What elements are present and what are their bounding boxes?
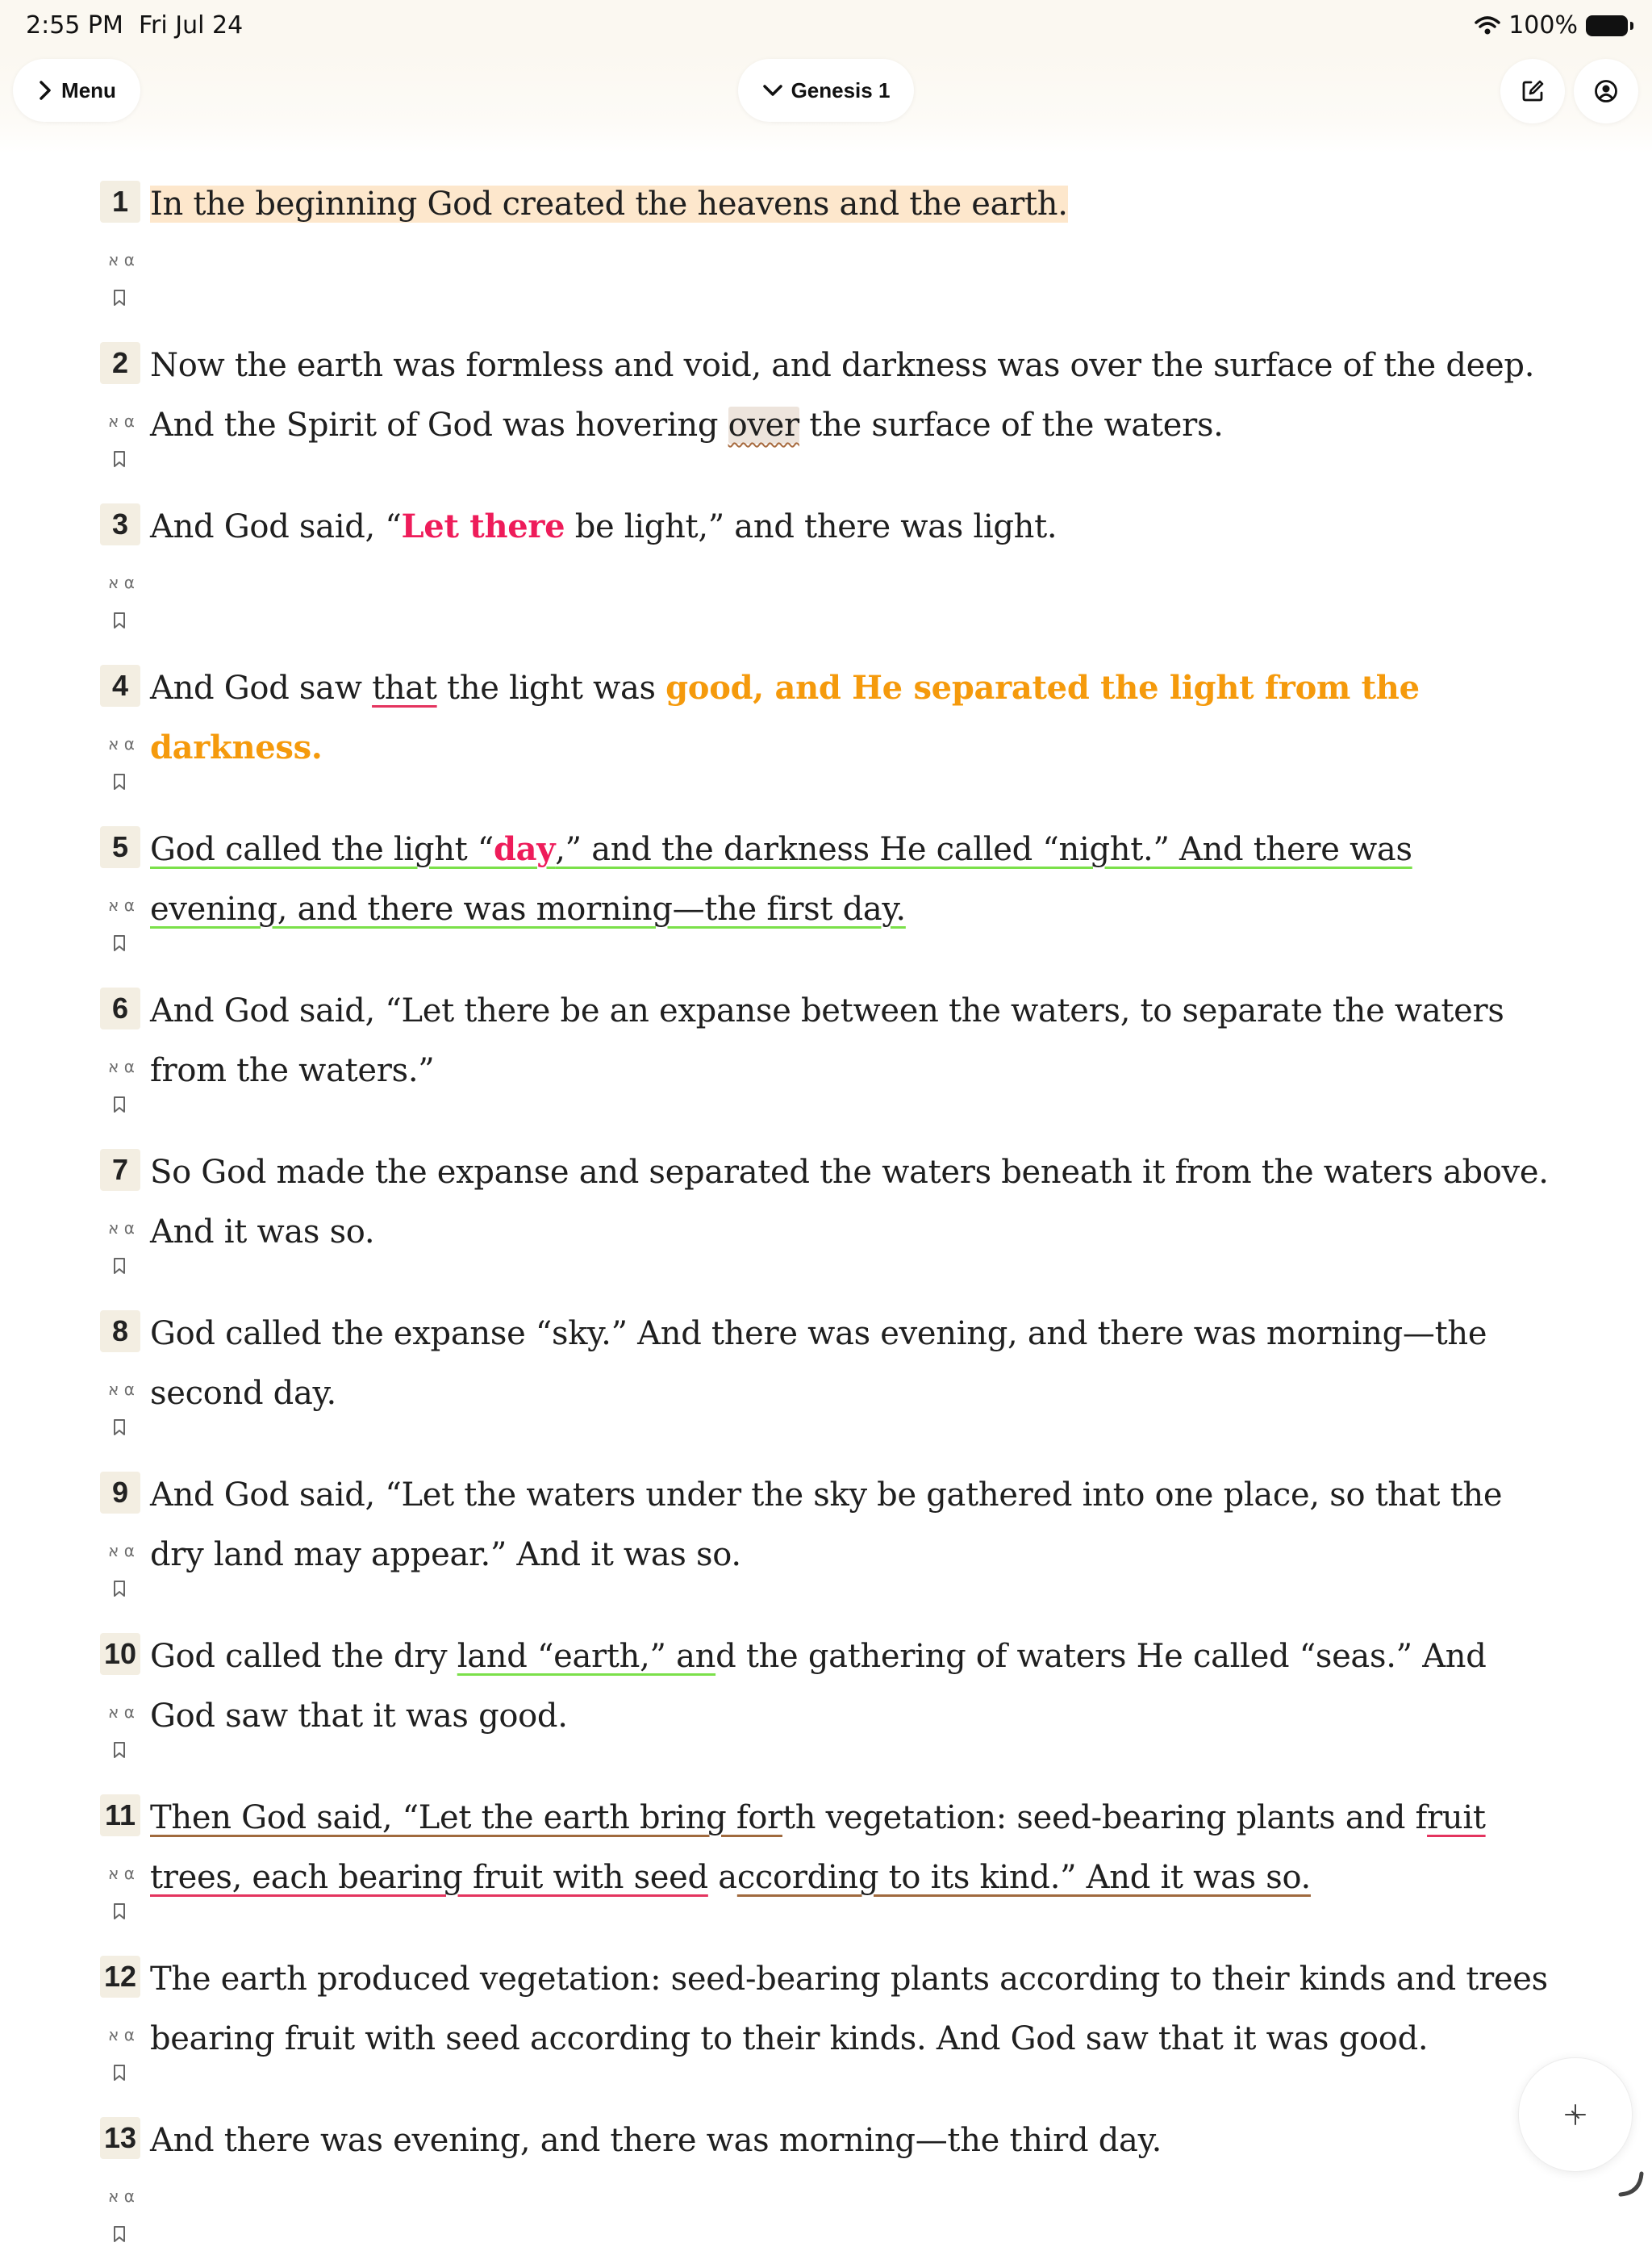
original-language-icon[interactable]: א α [108, 573, 135, 592]
verse-number[interactable]: 2 [100, 342, 140, 384]
verse-number[interactable]: 7 [100, 1149, 140, 1191]
verse-text[interactable] [150, 1465, 1554, 1585]
original-language-icon[interactable]: א α [108, 1541, 135, 1560]
verse-text[interactable] [150, 820, 1554, 939]
verse-row [0, 637, 1652, 799]
verse-text[interactable] [150, 981, 1554, 1100]
verse-row [0, 960, 1652, 1121]
verse-segment: land “earth,” an [457, 1638, 716, 1675]
verse-segment: ccording to its kind.” And it was so. [736, 1859, 1311, 1896]
verse-segment: Then God said, “Let the earth bring for [150, 1799, 782, 1836]
bookmark-icon[interactable] [112, 1257, 127, 1275]
verse-segment: The earth produced vegetation: seed-bearing plants according to their kinds and trees bearing fruit with seed according to their kinds. And God saw that it was good. [150, 1961, 1548, 2057]
person-circle-icon [1593, 78, 1619, 104]
verse-segment: the light was [436, 670, 666, 707]
verse-text[interactable] [150, 1788, 1554, 1907]
verse-row [0, 1444, 1652, 1606]
sparkle-icon [1564, 2103, 1587, 2126]
resize-corner-icon [1617, 2170, 1645, 2198]
wifi-icon [1475, 16, 1500, 35]
battery-icon [1586, 15, 1628, 36]
verse-text[interactable] [150, 1304, 1554, 1423]
verse-number[interactable]: 3 [100, 503, 140, 545]
verse-segment: th vegetation: seed-bearing plants and f [782, 1799, 1428, 1836]
verse-segment: Now the earth was formless and void, and darkness was over the surface of the deep. And the Spirit of God was hovering [150, 347, 1535, 444]
original-language-icon[interactable]: א α [108, 2025, 135, 2044]
verse-segment: And God said, “Let there be an expanse between the waters, to separate the waters from the waters.” [150, 992, 1504, 1089]
bookmark-icon[interactable] [112, 2225, 127, 2243]
verse-segment: And God said, “Let the waters under the sky be gathered into one place, so that the dry land may appear.” And it was so. [150, 1476, 1503, 1573]
verse-row [0, 1283, 1652, 1444]
bookmark-icon[interactable] [112, 1902, 127, 1920]
verse-number[interactable]: 13 [100, 2117, 140, 2159]
verse-segment: day [494, 830, 556, 868]
verse-row [0, 1928, 1652, 2090]
bookmark-icon[interactable] [112, 450, 127, 468]
verse-segment: that [372, 670, 437, 707]
verse-segment: good, and He separated the light from the darkness. [150, 669, 1420, 766]
bookmark-icon[interactable] [112, 612, 127, 629]
original-language-icon[interactable]: א α [108, 896, 135, 915]
verse-segment: d the gathering of waters He called “seas.” And God saw that it was good. [150, 1638, 1487, 1735]
original-language-icon[interactable]: א α [108, 1218, 135, 1238]
menu-label: Menu [61, 77, 116, 102]
profile-button[interactable] [1574, 59, 1638, 123]
verse-segment: God called the light “ [150, 831, 494, 868]
verse-row [0, 153, 1652, 315]
verse-segment: In the beginning God created the heavens and the earth. [150, 186, 1068, 223]
verse-segment: Let there [401, 507, 565, 545]
verse-row [0, 1606, 1652, 1767]
original-language-icon[interactable]: א α [108, 1380, 135, 1399]
bookmark-icon[interactable] [112, 2064, 127, 2082]
bookmark-icon[interactable] [112, 773, 127, 791]
verse-segment: And God saw [150, 670, 373, 707]
verse-text[interactable] [150, 336, 1554, 455]
verse-row [0, 799, 1652, 960]
original-language-icon[interactable]: א α [108, 2186, 135, 2206]
chapter-selector-button[interactable] [738, 59, 914, 122]
bookmark-icon[interactable] [112, 1580, 127, 1597]
toolbar [0, 53, 1652, 153]
verse-segment: So God made the expanse and separated the waters beneath it from the waters above. And it was so. [150, 1154, 1549, 1251]
verse-segment: And there was evening, and there was morning—the third day. [150, 2122, 1162, 2159]
verse-row [0, 315, 1652, 476]
verse-text[interactable] [150, 2111, 1554, 2170]
verse-segment: God called the expanse “sky.” And there was evening, and there was morning—the second day. [150, 1315, 1487, 1412]
bookmark-icon[interactable] [112, 1418, 127, 1436]
verse-number[interactable]: 12 [100, 1956, 140, 1998]
verse-row [0, 1121, 1652, 1283]
verse-number[interactable]: 10 [100, 1633, 140, 1675]
verse-number[interactable]: 11 [100, 1794, 140, 1836]
verse-segment: ,” and the darkness He called “night.” And there was evening, and there was morning—the first day. [150, 831, 1412, 928]
battery-percent: 100% [1508, 11, 1578, 40]
verse-number[interactable]: 8 [100, 1310, 140, 1352]
original-language-icon[interactable]: א α [108, 1057, 135, 1076]
verse-segment: And God said, “ [150, 508, 402, 545]
chapter-content [0, 153, 1652, 2251]
original-language-icon[interactable]: א α [108, 250, 135, 269]
ai-assistant-button[interactable] [1518, 2057, 1633, 2172]
status-time: 2:55 PM Fri Jul 24 [26, 11, 244, 40]
original-language-icon[interactable]: א α [108, 1702, 135, 1722]
original-language-icon[interactable]: א α [108, 1864, 135, 1883]
verse-text[interactable] [150, 1949, 1554, 2069]
verse-segment: a [707, 1859, 737, 1896]
verse-segment: God called the dry [150, 1638, 457, 1675]
menu-button[interactable] [13, 59, 140, 122]
verse-number[interactable]: 1 [100, 181, 140, 223]
compose-icon [1520, 78, 1546, 104]
bookmark-icon[interactable] [112, 289, 127, 307]
bookmark-icon[interactable] [112, 1096, 127, 1113]
bookmark-icon[interactable] [112, 1741, 127, 1759]
verse-row [0, 1767, 1652, 1928]
verse-number[interactable]: 9 [100, 1472, 140, 1514]
verse-segment: the surface of the waters. [799, 407, 1224, 444]
bookmark-icon[interactable] [112, 934, 127, 952]
verse-row [0, 476, 1652, 637]
original-language-icon[interactable]: א α [108, 411, 135, 431]
chevron-right-icon [37, 80, 53, 101]
verse-number[interactable]: 6 [100, 988, 140, 1029]
status-bar [0, 0, 1652, 53]
verse-segment: ruit trees, each bearing fruit with seed [150, 1799, 1486, 1896]
verse-number[interactable]: 4 [100, 665, 140, 707]
verse-text[interactable] [150, 1142, 1554, 1262]
status-indicators [1475, 11, 1628, 40]
verse-segment: be light,” and there was light. [565, 508, 1058, 545]
verse-text[interactable] [150, 658, 1554, 778]
chevron-down-icon [762, 82, 783, 98]
verse-number[interactable]: 5 [100, 826, 140, 868]
original-language-icon[interactable]: א α [108, 734, 135, 754]
compose-note-button[interactable] [1500, 59, 1565, 123]
verse-row [0, 2090, 1652, 2251]
verse-segment: over [728, 407, 799, 444]
verse-text[interactable] [150, 174, 1554, 234]
chapter-label: Genesis 1 [791, 77, 891, 102]
verse-text[interactable] [150, 497, 1554, 557]
verse-text[interactable] [150, 1627, 1554, 1746]
